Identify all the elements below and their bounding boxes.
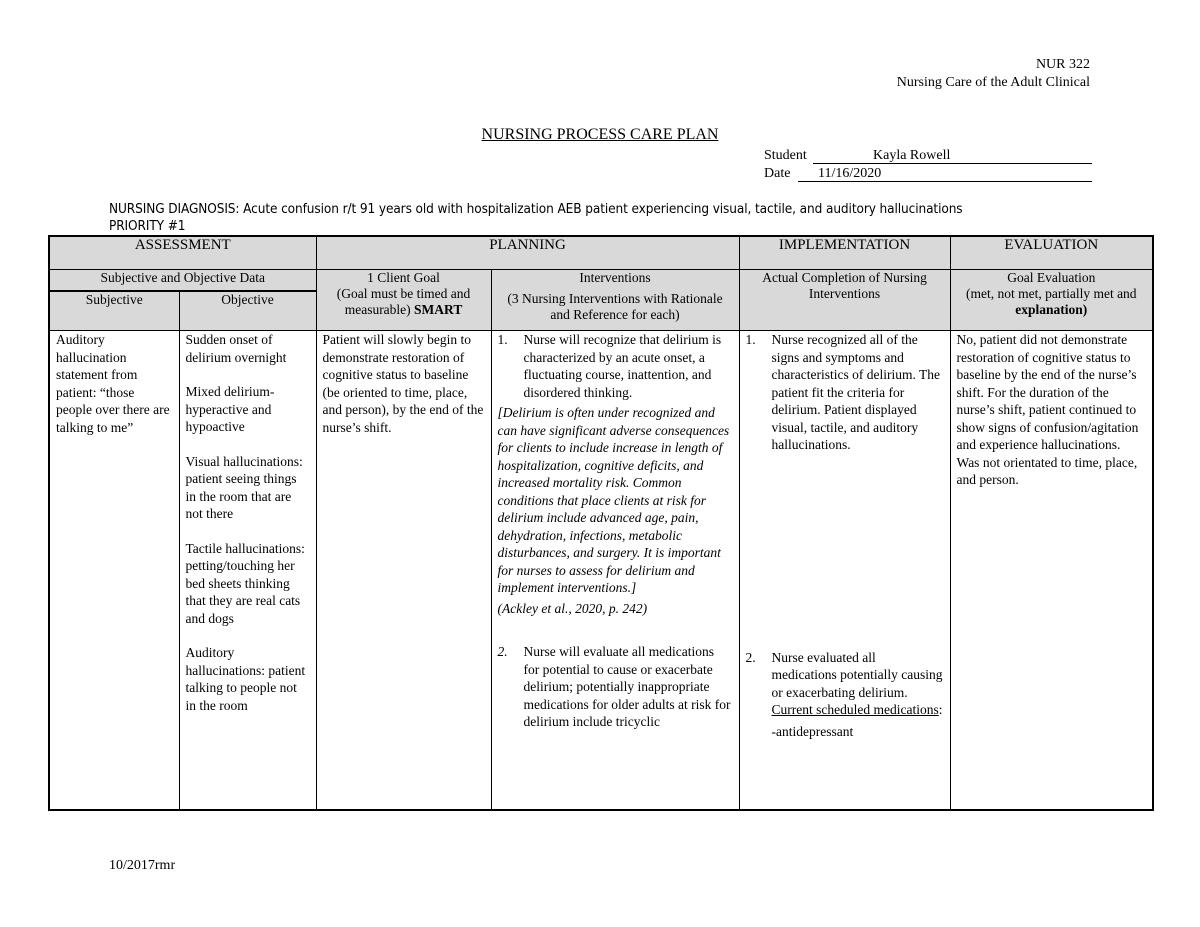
section-assessment: ASSESSMENT bbox=[49, 236, 316, 270]
header-objective: Objective bbox=[179, 291, 316, 331]
date-label: Date bbox=[764, 166, 791, 181]
page-title: NURSING PROCESS CARE PLAN bbox=[481, 126, 719, 143]
course-header bbox=[897, 56, 1090, 92]
priority: PRIORITY #1 bbox=[109, 218, 186, 234]
subheader-client-goal: 1 Client Goal (Goal must be timed and measurable) SMART bbox=[316, 270, 491, 331]
section-evaluation: EVALUATION bbox=[950, 236, 1153, 270]
client-goal-cell: Patient will slowly begin to demonstrate restoration of cognitive status to baseline (be oriented to time, place, and person), by the end of the nurse’s shift. bbox=[316, 331, 491, 811]
care-plan-table bbox=[48, 235, 1154, 811]
implementation-cell: 1. Nurse recognized all of the signs and symptoms and characteristics of delirium. The patient fit the criteria for delirium. Patient displayed visual, tactile, and auditory hallucinations. 2. Nurse evaluated all medications potentially causing or exacerbating delirium. Current scheduled medications: -antidepressant bbox=[739, 331, 950, 811]
student-name: Kayla Rowell bbox=[873, 148, 951, 163]
subheader-implementation: Actual Completion of Nursing Interventions bbox=[739, 270, 950, 331]
course-code: NUR 322 bbox=[1035, 57, 1090, 72]
section-planning: PLANNING bbox=[316, 236, 739, 270]
footer-code: 10/2017rmr bbox=[109, 858, 176, 873]
nursing-diagnosis bbox=[109, 201, 1109, 235]
course-name: Nursing Care of the Adult Clinical bbox=[896, 75, 1090, 90]
evaluation-cell: No, patient did not demonstrate restoration of cognitive status to baseline by the end of the nurse’s shift. For the duration of the nurse’s shift, patient continued to show signs of confusion/agitation and experience hallucinations. Was not orientated to time, place, and person. bbox=[950, 331, 1153, 811]
objective-cell: Sudden onset of delirium overnight Mixed delirium- hyperactive and hypoactive Visual hallucinations: patient seeing things in the room that are not there Tactile hallucinations: petting/touching her bed sheets thinking that they are real cats and dogs Auditory hallucinations: patient talking to people not in the room bbox=[179, 331, 316, 811]
header-subjective: Subjective bbox=[49, 291, 179, 331]
subjective-cell: Auditory hallucination statement from patient: “those people over there are talking to me” bbox=[49, 331, 179, 811]
diagnosis-text: NURSING DIAGNOSIS: Acute confusion r/t 91 years old with hospitalization AEB patient experiencing visual, tactile, and auditory hallucinations bbox=[109, 201, 963, 217]
subheader-evaluation: Goal Evaluation (met, not met, partially met and explanation) bbox=[950, 270, 1153, 331]
student-info bbox=[764, 147, 1092, 183]
date-value: 11/16/2020 bbox=[818, 166, 882, 181]
interventions-cell: 1. Nurse will recognize that delirium is characterized by an acute onset, a fluctuating course, inattention, and disordered thinking. [Delirium is often under recognized and can have significant adverse consequences for clients to include increase in length of hospitalization, cognitive deficits, and increased mortality risk. Common conditions that place clients at risk for delirium include advanced age, pain, dehydration, infections, metabolic disturbances, and surgery. It is important for nurses to assess for delirium and implement interventions.] (Ackley et al., 2020, p. 242) 2. Nurse will evaluate all medications for potential to cause or exacerbate delirium; potentially inappropriate medications for older adults at risk for delirium include tricyclic bbox=[491, 331, 739, 811]
student-label: Student bbox=[764, 148, 807, 163]
subheader-interventions: Interventions (3 Nursing Interventions with Rationale and Reference for each) bbox=[491, 270, 739, 331]
subheader-assessment: Subjective and Objective Data bbox=[49, 270, 316, 292]
section-implementation: IMPLEMENTATION bbox=[739, 236, 950, 270]
